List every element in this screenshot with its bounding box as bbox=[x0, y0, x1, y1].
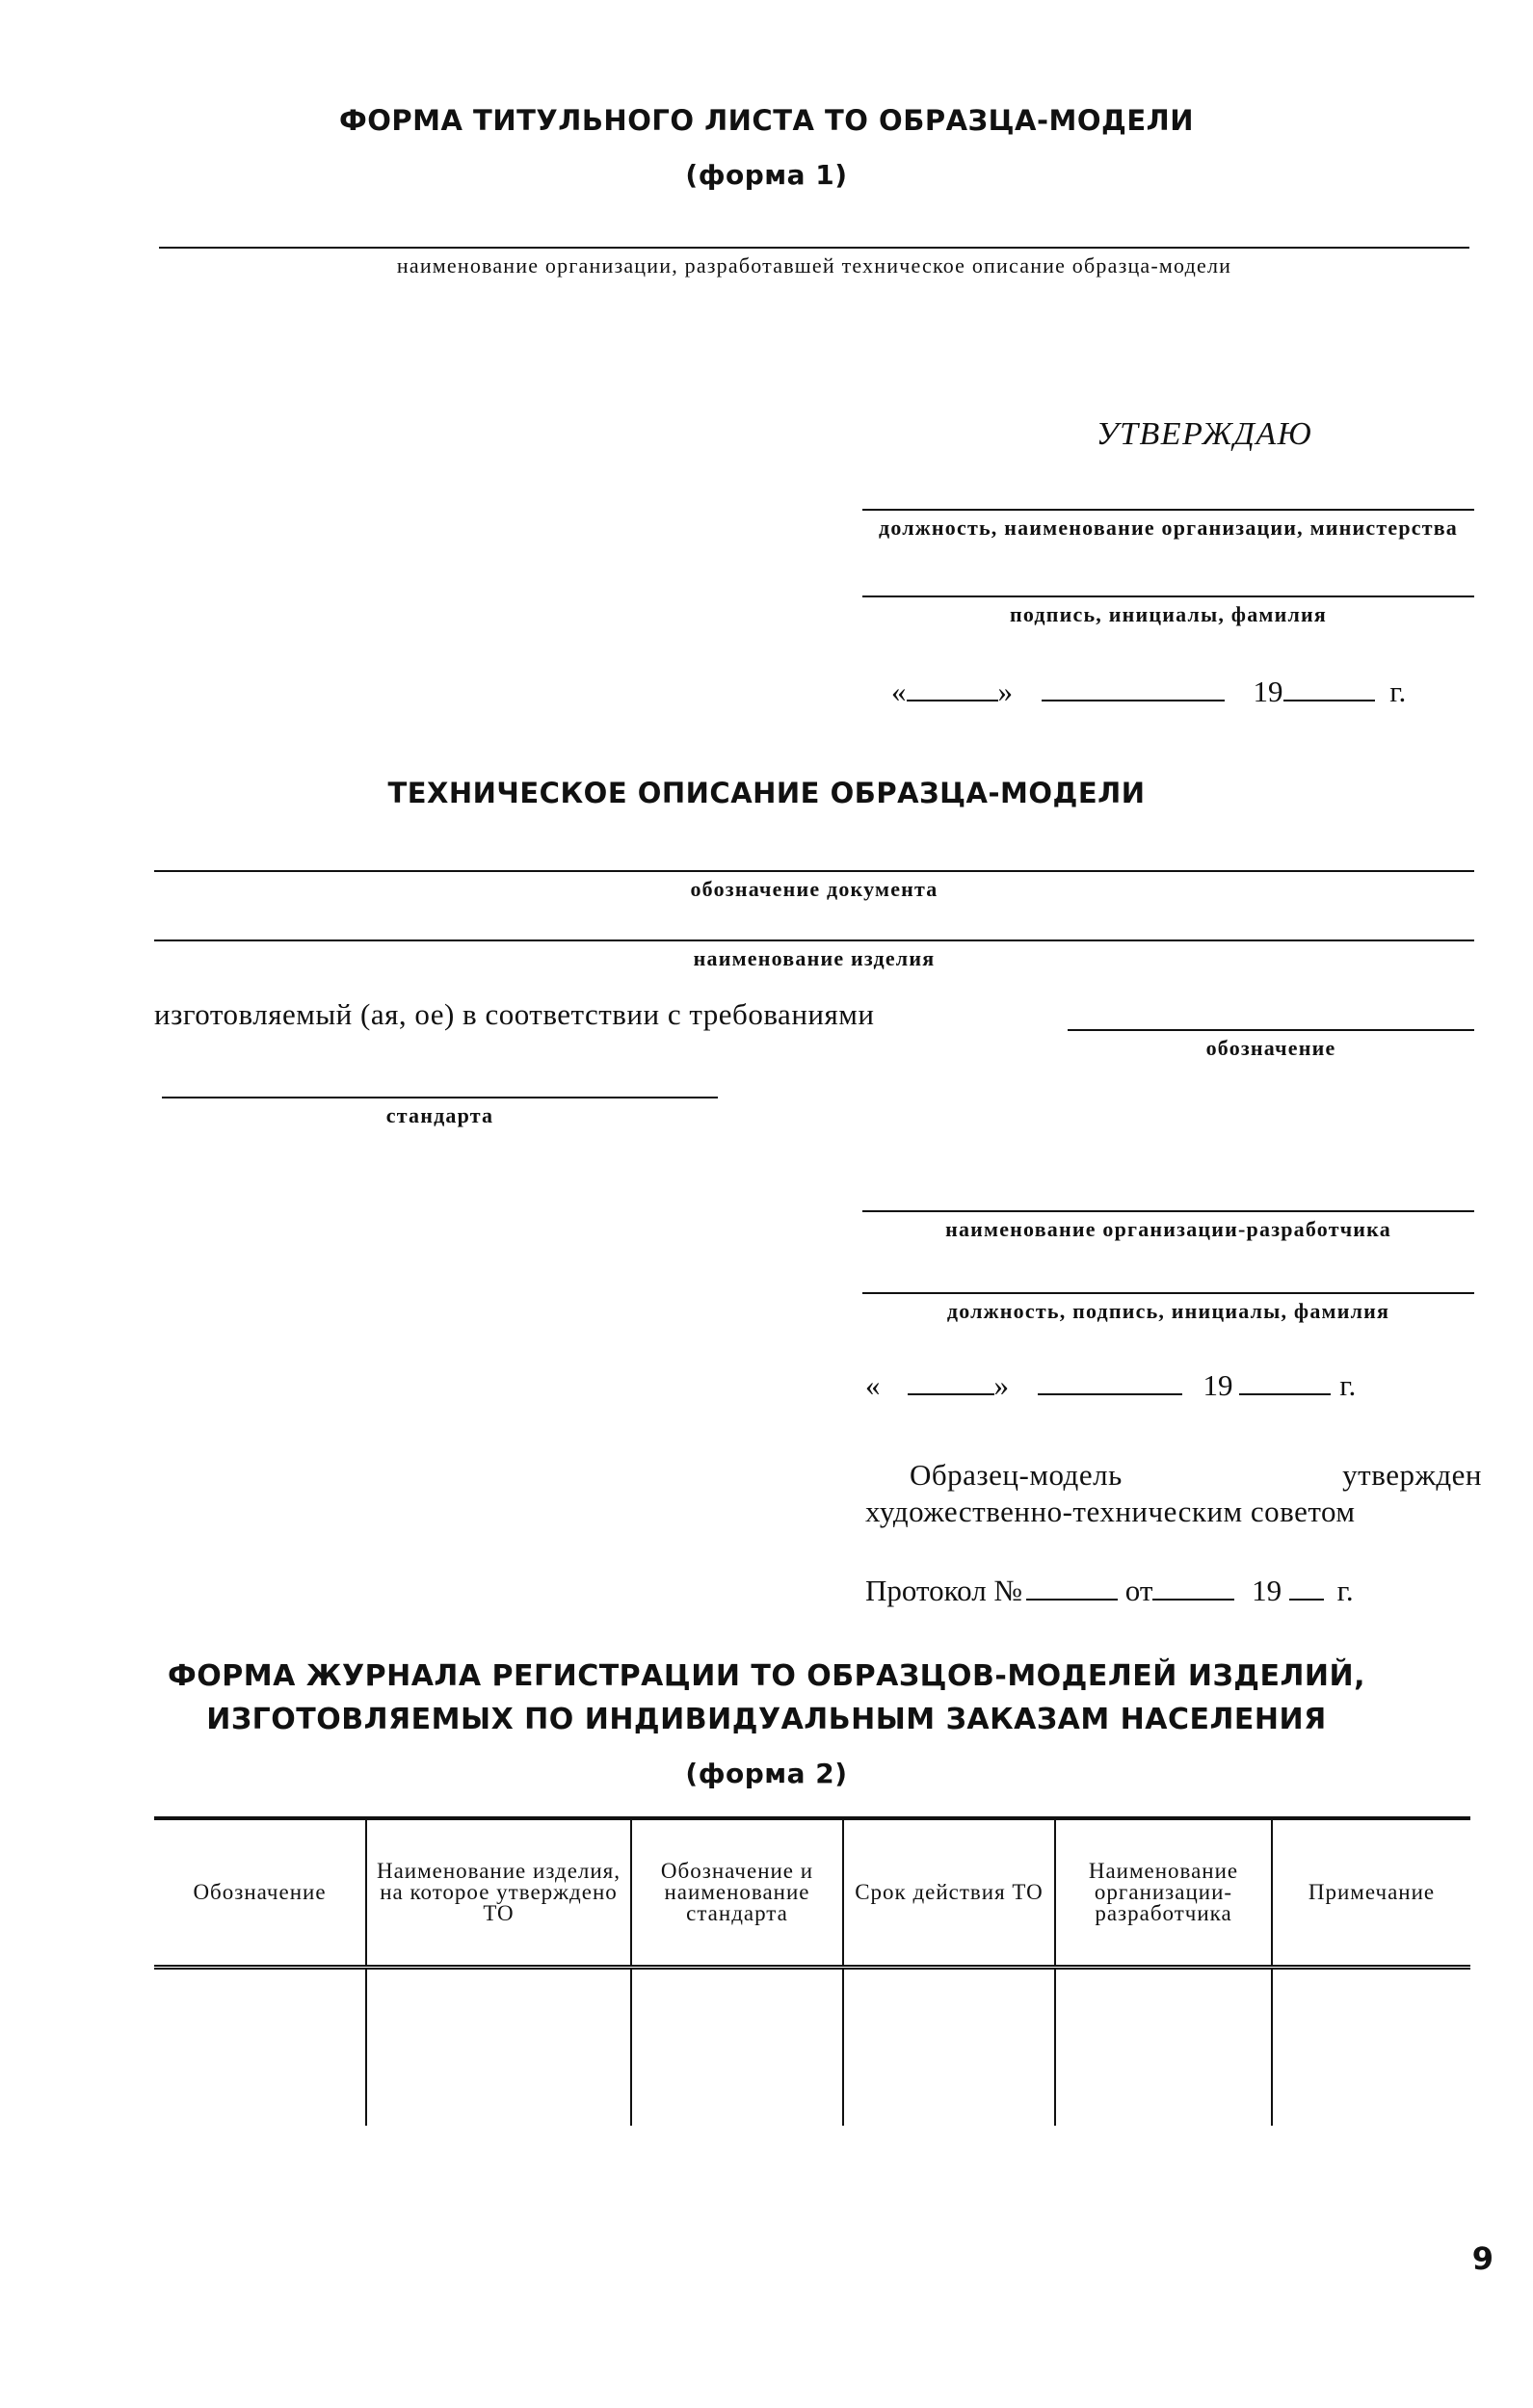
day2-blank bbox=[908, 1368, 994, 1395]
table-header-row bbox=[154, 1818, 1470, 1968]
approval-note: Образец-модель утвержден художественно-техническим советом bbox=[865, 1458, 1482, 1528]
table-cell bbox=[1055, 1968, 1272, 2127]
year2-prefix: 19 bbox=[1203, 1368, 1233, 1402]
date-close-quote: » bbox=[997, 675, 1013, 708]
form1-title: ФОРМА ТИТУЛЬНОГО ЛИСТА ТО ОБРАЗЦА-МОДЕЛИ bbox=[338, 104, 1195, 137]
column-header-product-name: Наименование изделия, на которое утверждено ТО bbox=[366, 1818, 631, 1968]
year2-suffix: г. bbox=[1339, 1368, 1357, 1402]
table-cell bbox=[843, 1968, 1055, 2127]
month2-blank bbox=[1038, 1368, 1182, 1395]
column-header-developer: Наименование организации-разработчика bbox=[1055, 1818, 1272, 1968]
org-line bbox=[159, 247, 1469, 249]
table-row bbox=[154, 1968, 1470, 2127]
day-blank bbox=[907, 675, 998, 701]
column-header-note: Примечание bbox=[1272, 1818, 1470, 1968]
signature-caption: подпись, инициалы, фамилия bbox=[1009, 602, 1328, 626]
doc-designation-caption: обозначение документа bbox=[690, 877, 938, 901]
form2-label: (форма 2) bbox=[685, 1758, 848, 1789]
date2-open-quote: « bbox=[865, 1368, 881, 1402]
protocol-from: от bbox=[1124, 1574, 1153, 1607]
date-open-quote: « bbox=[891, 675, 907, 708]
protocol-line bbox=[865, 1574, 1482, 1608]
product-name-caption: наименование изделия bbox=[693, 946, 936, 970]
form2-title-line1: ФОРМА ЖУРНАЛА РЕГИСТРАЦИИ ТО ОБРАЗЦОВ-МОДЕЛЕЙ ИЗДЕЛИЙ, bbox=[167, 1659, 1366, 1693]
developer-signature-caption: должность, подпись, инициалы, фамилия bbox=[946, 1299, 1390, 1323]
designation-caption: обозначение bbox=[1205, 1036, 1336, 1060]
doc-designation-line bbox=[154, 870, 1474, 872]
developer-org-caption: наименование организации-разработчика bbox=[945, 1217, 1391, 1241]
year-suffix: г. bbox=[1389, 675, 1407, 708]
table-cell bbox=[1272, 1968, 1470, 2127]
year2-blank bbox=[1239, 1368, 1331, 1395]
form2-title-line2: ИЗГОТОВЛЯЕМЫХ ПО ИНДИВИДУАЛЬНЫМ ЗАКАЗАМ НАСЕЛЕНИЯ bbox=[206, 1703, 1327, 1736]
developer-date bbox=[865, 1368, 1463, 1403]
protocol-number-blank bbox=[1026, 1574, 1118, 1601]
year-prefix: 19 bbox=[1253, 675, 1283, 708]
page-number: 9 bbox=[1471, 2240, 1493, 2277]
standard-caption: стандарта bbox=[385, 1103, 494, 1127]
month-blank bbox=[1042, 675, 1225, 701]
approve-label: УТВЕРЖДАЮ bbox=[1096, 416, 1313, 452]
position-caption: должность, наименование организации, министерства bbox=[878, 516, 1459, 540]
signature-line bbox=[862, 595, 1474, 597]
table-cell bbox=[154, 1968, 366, 2127]
registration-table bbox=[154, 1816, 1470, 2126]
column-header-validity: Срок действия ТО bbox=[843, 1818, 1055, 1968]
protocol-year-prefix: 19 bbox=[1252, 1574, 1282, 1607]
protocol-year-blank bbox=[1289, 1574, 1324, 1601]
protocol-year-suffix: г. bbox=[1336, 1574, 1354, 1607]
table-cell bbox=[366, 1968, 631, 2127]
developer-org-line bbox=[862, 1210, 1474, 1212]
product-name-line bbox=[154, 939, 1474, 941]
protocol-label: Протокол № bbox=[865, 1574, 1022, 1607]
date2-close-quote: » bbox=[993, 1368, 1009, 1402]
manufactured-text: изготовляемый (ая, ое) в соответствии с требованиями bbox=[154, 997, 875, 1031]
org-caption: наименование организации, разработавшей техническое описание образца-модели bbox=[396, 253, 1232, 278]
standard-line bbox=[162, 1097, 718, 1098]
column-header-standard: Обозначение и наименование стандарта bbox=[631, 1818, 843, 1968]
table-cell bbox=[631, 1968, 843, 2127]
developer-signature-line bbox=[862, 1292, 1474, 1294]
column-header-designation: Обозначение bbox=[154, 1818, 366, 1968]
form1-label: (форма 1) bbox=[685, 159, 848, 191]
approval-date bbox=[891, 675, 1469, 709]
year-blank bbox=[1283, 675, 1375, 701]
position-line bbox=[862, 509, 1474, 511]
doc-title: ТЕХНИЧЕСКОЕ ОПИСАНИЕ ОБРАЗЦА-МОДЕЛИ bbox=[387, 777, 1146, 809]
designation-line bbox=[1068, 1029, 1474, 1031]
protocol-date-blank bbox=[1152, 1574, 1234, 1601]
